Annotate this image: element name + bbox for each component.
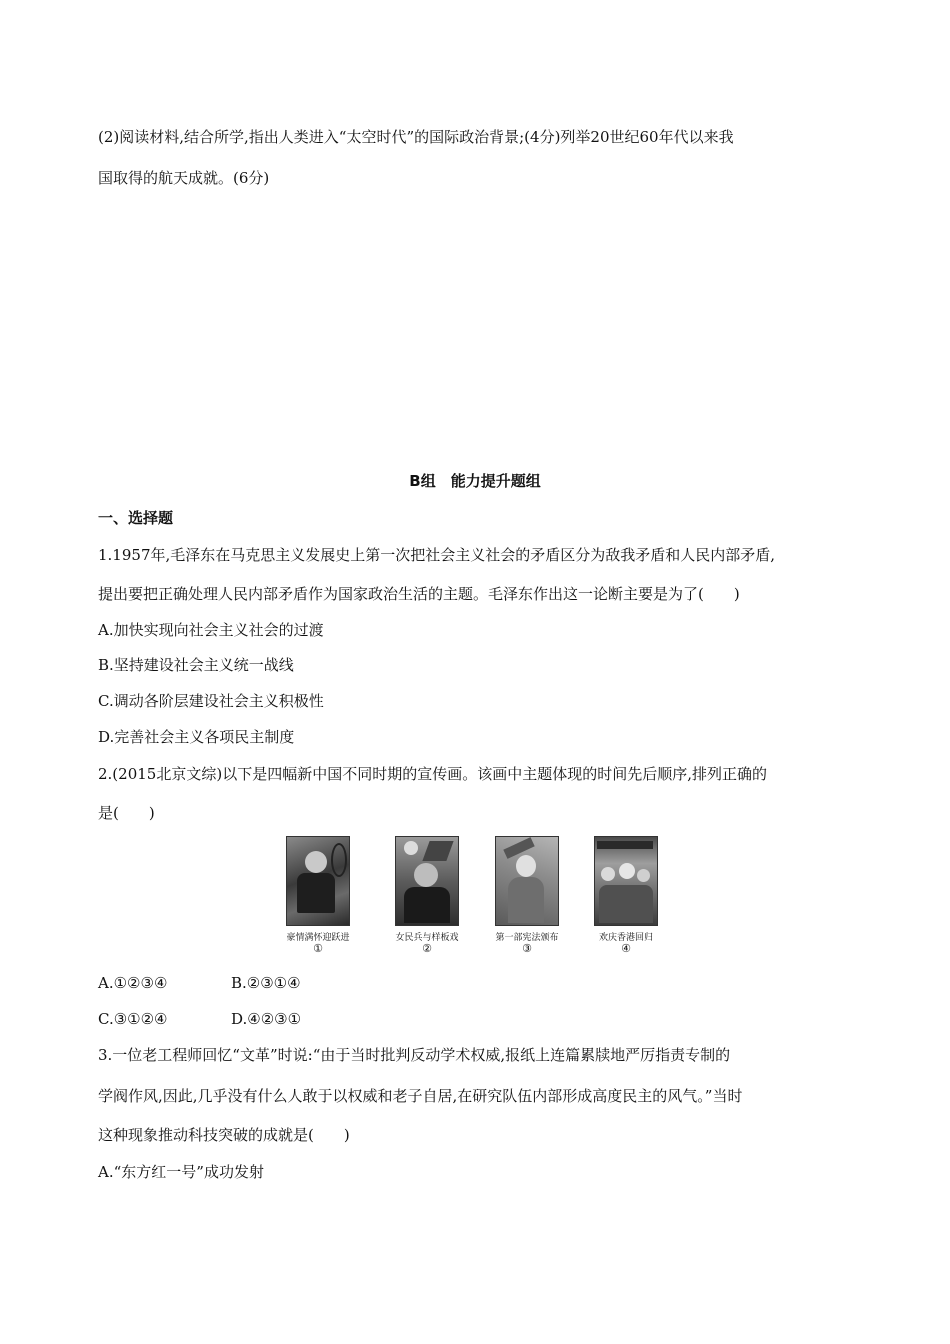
q2-line-2: 是( ) xyxy=(98,804,155,822)
part2-line-1: (2)阅读材料,结合所学,指出人类进入“太空时代”的国际政治背景;(4分)列举20世纪60年代以来我 xyxy=(98,128,734,146)
section-title: B组 能力提升题组 xyxy=(409,472,541,490)
poster-1 xyxy=(280,836,356,955)
poster-3-image xyxy=(495,836,559,926)
poster-4-image xyxy=(594,836,658,926)
poster-3-number: ③ xyxy=(522,942,532,955)
q3-line-2: 学阀作风,因此,几乎没有什么人敢于以权威和老子自居,在研究队伍内部形成高度民主的风气。”当时 xyxy=(98,1087,743,1105)
poster-2-image xyxy=(395,836,459,926)
q1-option-d[interactable]: D.完善社会主义各项民主制度 xyxy=(98,728,295,746)
poster-2 xyxy=(389,836,465,955)
poster-3-caption: 第一部宪法颁布 xyxy=(495,933,559,943)
q2-option-b[interactable]: B.②③①④ xyxy=(231,974,301,992)
q1-option-b[interactable]: B.坚持建设社会主义统一战线 xyxy=(98,656,294,674)
q2-option-d[interactable]: D.④②③① xyxy=(231,1010,302,1028)
section-subtitle: 一、选择题 xyxy=(98,509,174,527)
q2-options-row-2 xyxy=(98,1010,302,1028)
poster-1-image xyxy=(286,836,350,926)
q2-option-a[interactable]: A.①②③④ xyxy=(98,974,168,992)
poster-2-number: ② xyxy=(422,942,432,955)
q1-line-1: 1.1957年,毛泽东在马克思主义发展史上第一次把社会主义社会的矛盾区分为敌我矛盾和人民内部矛盾, xyxy=(98,546,776,564)
part2-line-2: 国取得的航天成就。(6分) xyxy=(98,169,270,187)
q2-line-1: 2.(2015北京文综)以下是四幅新中国不同时期的宣传画。该画中主题体现的时间先后顺序,排列正确的 xyxy=(98,765,767,783)
poster-figure xyxy=(280,836,680,958)
poster-4-caption: 欢庆香港回归 xyxy=(598,933,653,943)
poster-3 xyxy=(489,836,565,955)
q1-line-2: 提出要把正确处理人民内部矛盾作为国家政治生活的主题。毛泽东作出这一论断主要是为了( ) xyxy=(98,585,740,603)
q1-option-c[interactable]: C.调动各阶层建设社会主义积极性 xyxy=(98,692,324,710)
poster-2-caption: 女民兵与样板戏 xyxy=(395,933,459,943)
q1-option-a[interactable]: A.加快实现向社会主义社会的过渡 xyxy=(98,621,324,639)
q2-options-row-1 xyxy=(98,974,301,992)
poster-4-number: ④ xyxy=(621,942,631,955)
poster-4 xyxy=(588,836,664,955)
poster-1-caption: 豪情满怀迎跃进 xyxy=(286,933,350,943)
poster-1-number: ① xyxy=(313,942,323,955)
q3-line-1: 3.一位老工程师回忆“文革”时说:“由于当时批判反动学术权威,报纸上连篇累牍地严厉指责专制的 xyxy=(98,1046,731,1064)
q3-line-3: 这种现象推动科技突破的成就是( ) xyxy=(98,1126,350,1144)
q3-option-a[interactable]: A.“东方红一号”成功发射 xyxy=(98,1163,264,1181)
q2-option-c[interactable]: C.③①②④ xyxy=(98,1010,168,1028)
